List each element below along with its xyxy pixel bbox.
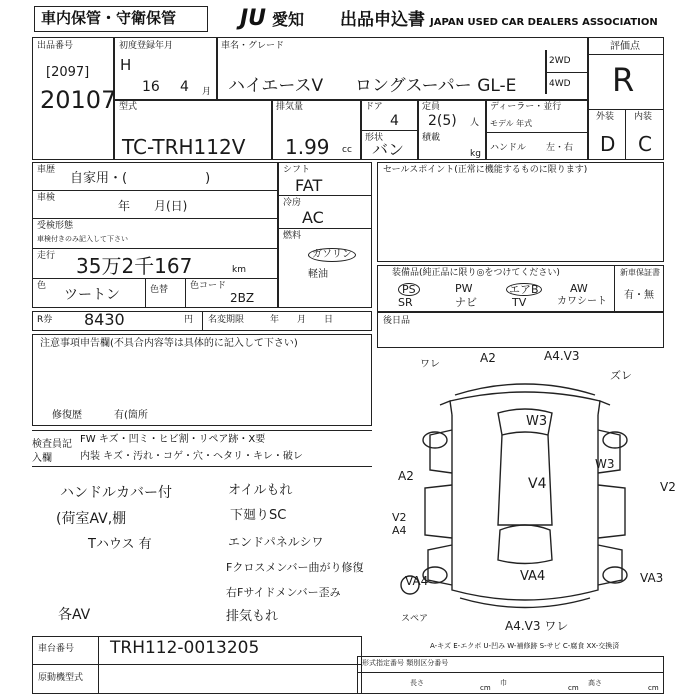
- color-change-label: 色替: [150, 285, 169, 295]
- model-year-label: モデル 年式: [490, 119, 533, 128]
- type-label: 型式: [119, 102, 138, 112]
- mark-top-a2: A2: [480, 351, 496, 365]
- registration-year: 16: [142, 79, 160, 95]
- capacity-value: 2(5): [428, 113, 457, 129]
- note-right-6: 排気もれ: [226, 609, 279, 624]
- form-title: 出品申込書: [340, 10, 425, 30]
- engine-label: 原動機型式: [38, 673, 84, 683]
- name-change-label: 名変期限: [208, 315, 245, 325]
- shape-label: 形状: [365, 133, 384, 143]
- history-label: 車歴: [37, 165, 56, 175]
- spare-label: スペア: [401, 614, 429, 624]
- dims-cm-1: cm: [480, 684, 491, 692]
- note-right-2: 下廻りSC: [230, 508, 287, 523]
- mark-va4-left: VA4: [405, 574, 429, 588]
- logo-aichi: 愛知: [272, 10, 305, 29]
- color-code-value: 2BZ: [230, 291, 255, 305]
- accept-sub: 車検付きのみ記入して下さい: [37, 235, 128, 243]
- note-right-1: オイルもれ: [228, 483, 293, 498]
- lot-number: 20107: [40, 86, 117, 114]
- shift-label: シフト: [283, 165, 311, 175]
- color-value: ツートン: [64, 287, 120, 303]
- equip-navi: ナビ: [455, 296, 477, 309]
- mark-top-shift: ズレ: [610, 369, 632, 382]
- registration-label: 初度登録年月: [119, 41, 174, 51]
- inspection-value: 年 月(日): [118, 199, 188, 213]
- color-code-label: 色コード: [190, 281, 227, 291]
- dims-cm-2: cm: [568, 684, 579, 692]
- registration-month: 4: [180, 79, 189, 95]
- logo-ju: JU: [240, 6, 267, 31]
- color-label: 色: [37, 281, 47, 291]
- equip-tv: TV: [512, 296, 527, 309]
- load-unit: kg: [470, 149, 481, 159]
- note-right-5: 右Fサイドメンバー歪み: [226, 586, 341, 599]
- equip-aw: AW: [570, 282, 588, 295]
- fuel-gasoline: ガソリン: [308, 248, 356, 262]
- inspector-row2: 内装 キズ・汚れ・コゲ・穴・ヘタリ・キレ・破レ: [80, 451, 303, 462]
- model-name-label: 車名・グレード: [221, 41, 285, 51]
- displacement-label: 排気量: [276, 102, 304, 112]
- inspector-row1: FW キズ・凹ミ・ヒビ割・リペア跡・X要: [80, 434, 266, 445]
- model-grade: ロングスーパー GL-E: [355, 76, 517, 96]
- lot-label: 出品番号: [37, 41, 74, 51]
- drive-2wd: 2WD: [549, 56, 571, 66]
- mark-v2-right: V2: [660, 480, 676, 494]
- chassis-number: TRH112-0013205: [110, 638, 260, 658]
- repair-label: 修復歴: [52, 410, 82, 421]
- rating-label: 評価点: [610, 41, 640, 52]
- mark-va3-right: VA3: [640, 571, 664, 585]
- interior-label: 内装: [634, 112, 653, 122]
- mark-top-a4v3: A4.V3: [544, 349, 580, 363]
- name-change-value: 年 月 日: [270, 315, 334, 325]
- diagram-legend: A-キズ E-エクボ U-凹み W-補修跡 S-サビ C-腐食 XX-交換済: [430, 642, 620, 650]
- chassis-label: 車台番号: [38, 644, 75, 654]
- dims-title: 形式指定番号 類別区分番号: [362, 659, 449, 667]
- fuel-light-oil: 軽油: [308, 269, 328, 280]
- registration-era: H: [120, 56, 132, 74]
- rating-score: R: [612, 61, 635, 99]
- mark-v4-roof: V4: [528, 476, 547, 492]
- mark-v2-left: V2: [392, 511, 407, 524]
- capacity-unit: 人: [470, 118, 480, 128]
- history-value: 自家用・( ): [70, 171, 211, 186]
- interior-grade: C: [638, 132, 652, 156]
- note-left-2: (荷室AV,棚: [56, 511, 127, 527]
- after-parts-box: [377, 312, 664, 348]
- dealer-label: ディーラー・並行: [490, 102, 562, 112]
- mark-va4-rear: VA4: [520, 569, 546, 584]
- handle-label: ハンドル: [490, 143, 527, 153]
- ac-label: 冷房: [283, 198, 302, 208]
- note-right-4: Fクロスメンバー曲がり修復: [226, 561, 364, 574]
- model-name: ハイエースV: [228, 76, 324, 96]
- mark-bottom: A4.V3 ワレ: [505, 619, 569, 633]
- mileage-label: 走行: [37, 251, 56, 261]
- mark-a4-left: A4: [392, 524, 407, 537]
- equip-ps: PS: [398, 283, 420, 296]
- equip-leather: カワシート: [557, 296, 607, 307]
- dims-width: 巾: [500, 679, 507, 687]
- ticket-amount: 8430: [84, 310, 125, 329]
- displacement-unit: cc: [342, 145, 352, 155]
- registration-month-unit: 月: [202, 87, 212, 97]
- load-label: 積載: [422, 133, 441, 143]
- inspector-label: 検査員記入欄: [32, 439, 72, 464]
- door-label: ドア: [365, 102, 383, 112]
- handle-options: 左・右: [546, 143, 574, 153]
- dims-cm-3: cm: [648, 684, 659, 692]
- ticket-label: R券: [37, 315, 53, 325]
- type-value: TC-TRH112V: [122, 135, 246, 159]
- exterior-label: 外装: [596, 112, 615, 122]
- ticket-yen: 円: [184, 315, 194, 325]
- sales-point-label: セールスポイント(正常に機能するものに限ります): [383, 165, 588, 175]
- mark-top-crack: ワレ: [420, 359, 440, 370]
- mileage-unit: km: [232, 265, 246, 275]
- dims-height: 高さ: [588, 679, 602, 687]
- ac-value: AC: [302, 208, 324, 227]
- shape-value: バン: [372, 140, 405, 159]
- association-name: JAPAN USED CAR DEALERS ASSOCIATION: [430, 17, 658, 28]
- storage-label: 車内保管・守衛保管: [41, 9, 177, 27]
- dims-length: 長さ: [410, 679, 424, 687]
- accept-label: 受検形態: [37, 221, 74, 231]
- capacity-label: 定員: [422, 102, 441, 112]
- inspection-label: 車検: [37, 193, 56, 203]
- warranty-options: 有・無: [624, 290, 654, 301]
- equip-pw: PW: [455, 282, 473, 295]
- mark-w3-right: W3: [595, 457, 615, 471]
- mileage-value: 35万2千167: [76, 254, 193, 278]
- mark-a2-left: A2: [398, 469, 414, 483]
- equipment-label: 装備品(純正品に限り◎をつけてください): [392, 268, 560, 278]
- exterior-grade: D: [600, 132, 616, 156]
- fuel-label: 燃料: [283, 231, 302, 241]
- sales-point-box: [377, 162, 664, 262]
- equip-airbag: エアB: [506, 283, 542, 296]
- notes-label: 注意事項申告欄(不具合内容等は具体的に記入して下さい): [40, 338, 298, 349]
- door-value: 4: [390, 113, 399, 129]
- note-right-3: エンドパネルシワ: [228, 535, 324, 549]
- warranty-label: 新車保証書: [620, 268, 660, 277]
- after-parts-label: 後日品: [383, 316, 411, 326]
- lot-bracket-number: [2097]: [46, 65, 90, 80]
- drive-4wd: 4WD: [549, 79, 571, 89]
- repair-value: 有(箇所: [114, 410, 148, 421]
- note-left-1: ハンドルカバー付: [60, 485, 172, 501]
- shift-value: FAT: [295, 176, 323, 195]
- equip-sr: SR: [398, 296, 413, 309]
- mark-w3-front: W3: [526, 414, 548, 429]
- displacement-value: 1.99: [285, 135, 330, 159]
- note-left-3: Tハウス 有: [88, 537, 152, 552]
- note-bottom: 各AV: [58, 607, 91, 623]
